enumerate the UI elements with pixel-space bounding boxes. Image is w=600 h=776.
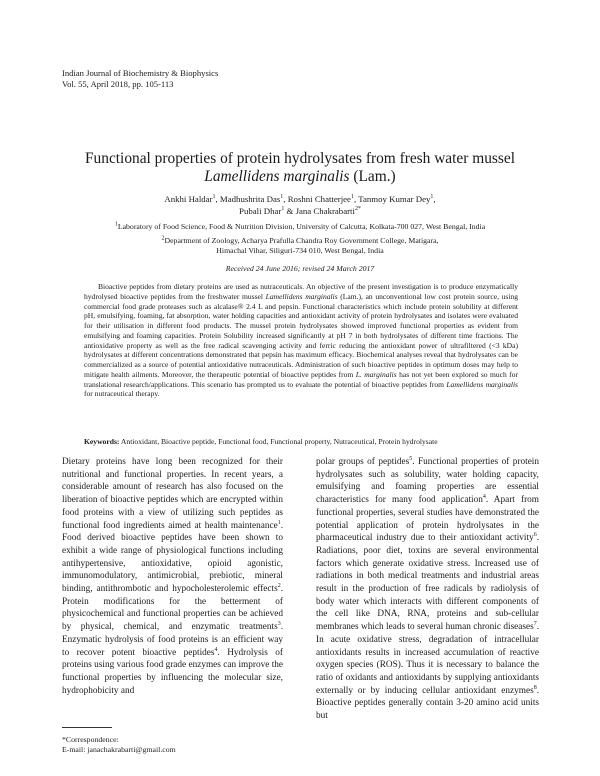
author-separator: , — [353, 194, 357, 204]
author-aff-mark: 1 — [280, 194, 284, 201]
abstract-species: Lamellidens marginalis — [446, 379, 518, 389]
author-line-1 — [40, 194, 560, 206]
body-text: Dietary proteins have long been recognized for their nutritional and functional properties. In recent years, a considerable amount of research has also focused on the liberation of bioactive peptides which are encrypted within food proteins with a view of utilizing such peptides as functional food ingredients aimed at health maintenance — [62, 457, 283, 531]
author-aff-mark: 1 — [430, 194, 434, 201]
author-name: Madhushrita Das — [219, 194, 281, 204]
author-aff-mark: 1 — [212, 194, 216, 201]
author-list — [40, 194, 560, 217]
article-title — [40, 150, 560, 186]
abstract-text: for nutraceutical therapy. — [84, 389, 160, 399]
author-name: Tanmoy Kumar Dey — [358, 194, 431, 204]
affiliation-2 — [40, 236, 560, 256]
received-dates: Received 24 June 2016; revised 24 March 2017 — [225, 264, 375, 273]
title-authority: (Lam.) — [353, 168, 396, 185]
citation-ref: 1 — [277, 519, 281, 526]
citation-ref: 3 — [277, 621, 281, 628]
correspondence-footnote — [62, 735, 176, 755]
footnote-email[interactable]: E-mail: janachakrabarti@gmail.com — [62, 745, 176, 754]
abstract-text: (Lam.), an unconventional low cost protein source, using commercial food grade proteases such as alcalase® 2.4 L and pepsin. Functional characteristics which include protein solubility at different pH, emulsifying, foaming, fat absorption, water holding capacities and antioxidant activity of protein hydrolysates and isolates were evaluated for their utilisation in different food products. The mussel protein hydrolysates showed improved functional properties as evident from emulsifying and foaming capacities. Protein Solubility increased significantly at pH 7 in both hydrolysates of different time fractions. The antioxidative property as well as the free radical scavenging activity and ferric reducing the antioxidant power of ultrafiltered (<3 kDa) hydrolysates at different concentrations demonstrated that pepsin has maximum efficacy. Biochemical analyses reveal that hydrolysates can be commercialized as a source of potential antioxidative nutraceuticals. Administration of such bioactive peptides in optimum doses may help to mitigate health ailments. Moreover, the therapeutic potential of bioactive peptides from — [84, 291, 518, 379]
affiliation-text: Department of Zoology, Acharya Prafulla Chandra Roy Government College, Matigara, — [164, 236, 439, 245]
citation-ref: 7 — [533, 621, 537, 628]
footnote-divider — [62, 727, 112, 728]
abstract-text: has not yet been explored so much for translational research/applications. This scenario has prompted us to evaluate the potential of bioactive peptides from — [84, 369, 518, 389]
author-separator: & — [286, 205, 294, 216]
body-text: . Apart from functional properties, several studies have demonstrated the potential application of protein hydrolysates in the pharmaceutical industry due to their antioxidant activity — [316, 495, 539, 544]
journal-header — [62, 68, 218, 90]
body-text: . Functional properties of protein hydrolysates such as solubility, water holding capacity, emulsifying and foaming properties are essential characteristics for many food application — [316, 457, 539, 506]
title-line-2 — [40, 168, 560, 186]
affiliation-text: Himachal Vihar, Siliguri-734 010, West Bengal, India — [216, 246, 384, 255]
affiliation-mark: 2 — [161, 235, 165, 242]
affiliation-text: Laboratory of Food Science, Food & Nutrition Division, University of Calcutta, Kolkata-700 027, West Bengal, India — [117, 222, 486, 231]
author-name: Ankhi Haldar — [164, 194, 213, 204]
abstract-species: L. marginalis — [355, 369, 397, 379]
citation-ref: 8 — [533, 684, 537, 691]
body-text: . Bioactive peptides generally contain 3-20 amino acid units but — [316, 685, 539, 722]
author-name: Roshni Chatterjee — [287, 194, 351, 204]
body-text: . Food derived bioactive peptides have been shown to exhibit a wide range of physiological functions including antihypertensive, antioxidative, opioid agonistic, immunomodulatory, antimicrobial, prebiotic, mineral binding, antithrombotic and hypocholesterolemic effects — [62, 520, 283, 595]
body-column-left — [62, 456, 283, 697]
affiliation-mark: 1 — [114, 221, 118, 228]
abstract-text: Bioactive peptides from dietary proteins are used as nutraceuticals. An objective of the present investigation is to produce enzymatically hydrolysed bioactive peptides from the freshwater mussel — [84, 282, 518, 301]
author-aff-mark: 1 — [281, 205, 285, 212]
citation-ref: 5 — [409, 455, 413, 462]
citation-ref: 2 — [277, 582, 281, 589]
affiliation-1 — [40, 222, 560, 232]
journal-volume: Vol. 55, April 2018, pp. 105-113 — [62, 79, 174, 89]
abstract — [84, 282, 518, 399]
author-name: Pubali Dhar — [239, 205, 282, 216]
journal-name: Indian Journal of Biochemistry & Biophysics — [62, 68, 219, 78]
title-species: Lamellidens marginalis — [204, 168, 350, 185]
keywords-text: Antioxidant, Bioactive peptide, Functional food, Functional property, Nutraceutical, Protein hydrolysate — [119, 437, 438, 446]
abstract-paragraph — [84, 282, 518, 399]
body-text: . Radiations, poor diet, toxins are several environmental factors which generate oxidative stress. Increased use of radiations in both medical treatments and industrial areas result in the production of free radicals by radiolysis of body water which interacts with different components of the cell like DNA, RNA, proteins and sub-cellular membranes which leads to several human chronic diseases — [316, 533, 539, 633]
citation-ref: 4 — [214, 646, 218, 653]
author-separator: , — [433, 194, 436, 204]
author-separator: , — [215, 194, 218, 204]
author-name: Jana Chakrabarti — [295, 205, 355, 216]
footnote-label: *Correspondence: — [62, 735, 119, 744]
body-text: polar groups of peptides — [316, 457, 410, 467]
author-separator: , — [283, 194, 286, 204]
title-line-1: Functional properties of protein hydrolysates from fresh water mussel — [85, 150, 515, 167]
citation-ref: 4 — [482, 494, 486, 501]
body-column-right — [316, 456, 539, 723]
body-text: . In acute oxidative stress, degradation of intracellular antioxidants results in increased accumulation of reactive oxygen species (ROS). Thus it is necessary to balance the ratio of oxidants and antioxidants by supplying antioxidants externally or by inducing cellular antioxidant enzymes — [316, 622, 539, 696]
body-paragraph — [62, 456, 283, 697]
body-text: . Enzymatic hydrolysis of food proteins is an efficient way to recover potent bioactive peptides — [62, 622, 283, 658]
keywords — [84, 437, 518, 447]
author-aff-mark: 2* — [354, 205, 361, 212]
citation-ref: 6 — [533, 532, 537, 539]
author-line-2 — [40, 206, 560, 218]
body-paragraph — [316, 456, 539, 723]
keywords-label: Keywords: — [84, 437, 120, 446]
abstract-species: Lamellidens marginalis — [265, 291, 338, 301]
author-aff-mark: 1 — [350, 194, 354, 201]
body-text: . Hydrolysis of proteins using various food grade enzymes can improve the functional properties by influencing the molecular size, hydrophobicity and — [62, 647, 283, 696]
body-text: . Protein modifications for the betterment of physicochemical and functional properties can be achieved by physical, chemical, and enzymatic treatments — [62, 584, 283, 633]
